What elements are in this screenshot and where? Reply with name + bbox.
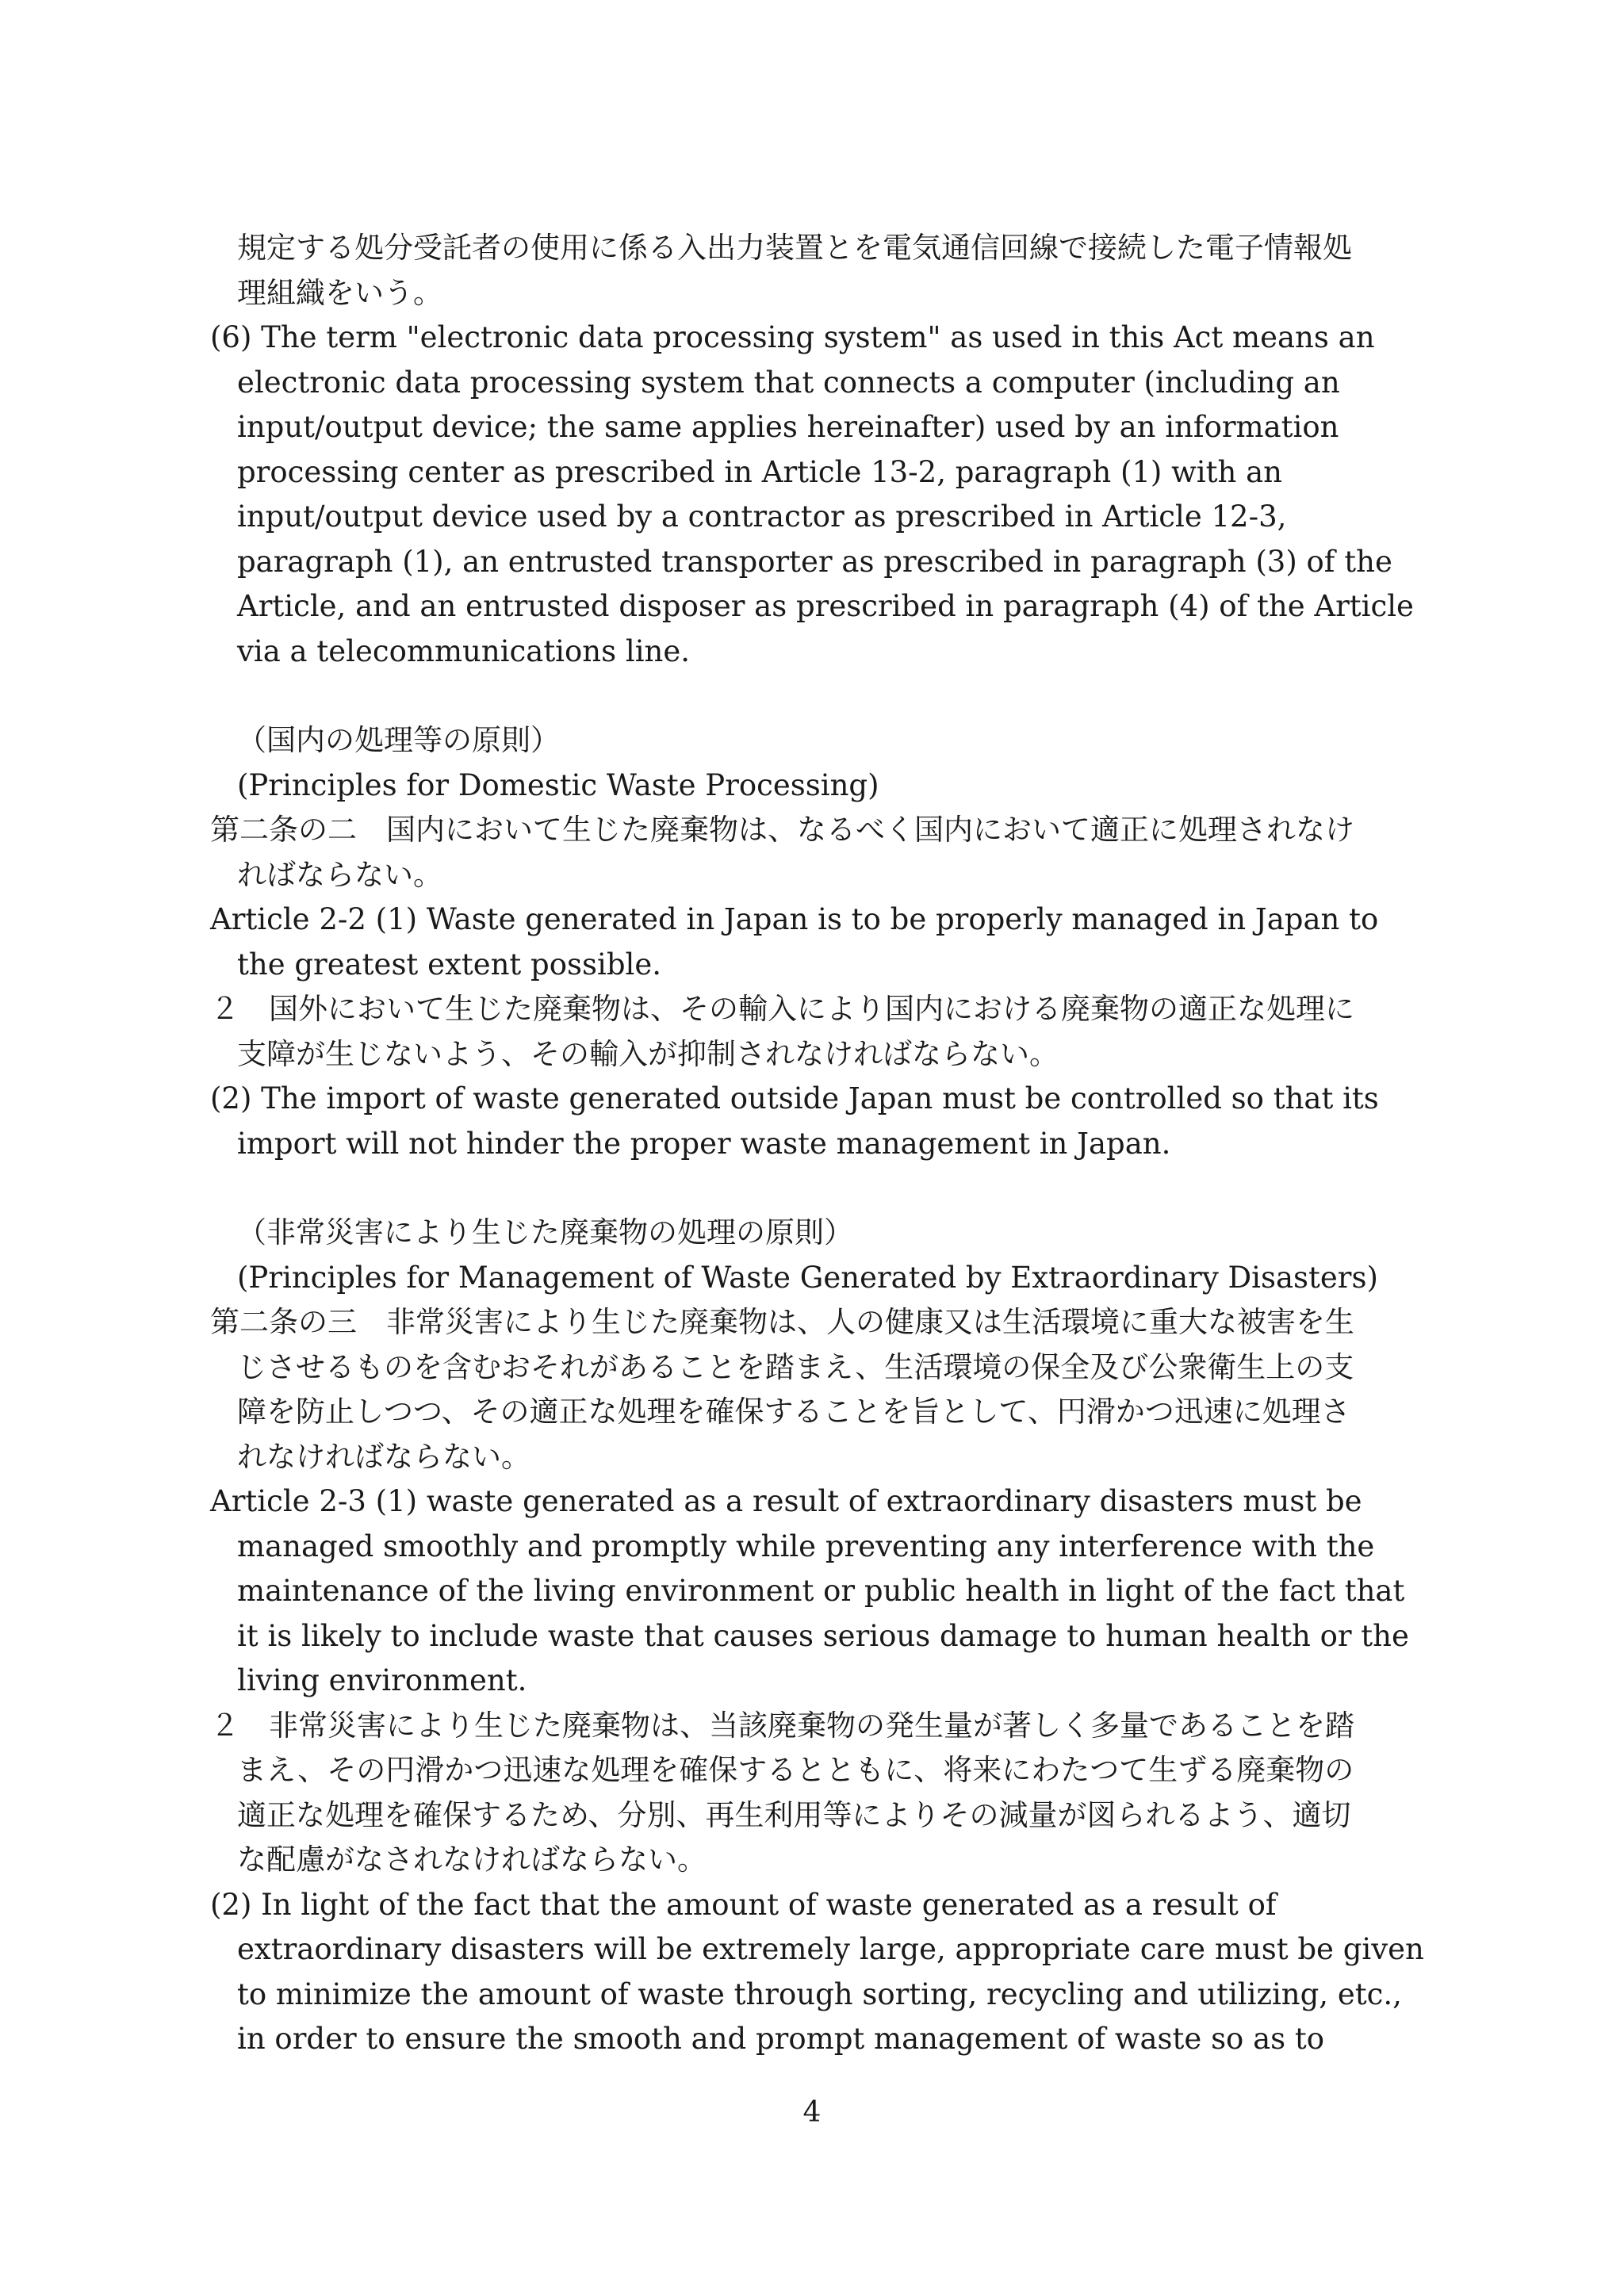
text-line: (Principles for Management of Waste Generated by Extraordinary Disasters) [237, 1260, 1378, 1295]
text-line: ２ 非常災害により生じた廃棄物は、当該廃棄物の発生量が著しく多量であることを踏 [210, 1708, 1354, 1743]
text-line: extraordinary disasters will be extremely large, appropriate care must be given [237, 1932, 1424, 1966]
text-line: Article 2-2 (1) Waste generated in Japan is to be properly managed in Japan to [210, 902, 1379, 936]
text-line: managed smoothly and promptly while preventing any interference with the [237, 1529, 1375, 1563]
text-line: (2) In light of the fact that the amount of waste generated as a result of [210, 1887, 1277, 1922]
text-line: Article, and an entrusted disposer as prescribed in paragraph (4) of the Article [237, 589, 1414, 623]
text-line: 規定する処分受託者の使用に係る入出力装置とを電気通信回線で接続した電子情報処 [237, 231, 1352, 265]
document-body [210, 226, 1431, 2062]
text-line: れなければならない。 [237, 1439, 530, 1474]
paragraph-gap [210, 674, 1431, 718]
text-line: な配慮がなされなければならない。 [237, 1843, 707, 1877]
text-line: 適正な処理を確保するため、分別、再生利用等によりその減量が図られるよう、適切 [237, 1797, 1351, 1832]
text-line: じさせるものを含むおそれがあることを踏まえ、生活環境の保全及び公衆衛生上の支 [237, 1349, 1354, 1384]
text-line: the greatest extent possible. [237, 947, 662, 982]
text-line: ２ 国外において生じた廃棄物は、その輸入により国内における廃棄物の適正な処理に [210, 992, 1354, 1026]
text-line: (2) The import of waste generated outside Japan must be controlled so that its [210, 1081, 1379, 1115]
text-line: via a telecommunications line. [237, 633, 691, 668]
text-line: maintenance of the living environment or public health in light of the fact that [237, 1574, 1405, 1608]
text-line: input/output device used by a contractor as prescribed in Article 12-3, [237, 499, 1287, 534]
text-line: in order to ensure the smooth and prompt management of waste so as to [237, 2022, 1325, 2056]
text-line: 障を防止しつつ、その適正な処理を確保することを旨として、円滑かつ迅速に処理さ [237, 1395, 1350, 1429]
text-line: 第二条の三 非常災害により生じた廃棄物は、人の健康又は生活環境に重大な被害を生 [210, 1305, 1354, 1339]
text-line: import will not hinder the proper waste management in Japan. [237, 1126, 1171, 1161]
text-line: まえ、その円滑かつ迅速な処理を確保するとともに、将来にわたつて生ずる廃棄物の [237, 1753, 1354, 1787]
text-line: (Principles for Domestic Waste Processing) [237, 767, 879, 802]
text-line: （国内の処理等の原則） [237, 723, 560, 757]
text-line: Article 2-3 (1) waste generated as a result of extraordinary disasters must be [210, 1484, 1362, 1518]
text-line: paragraph (1), an entrusted transporter as prescribed in paragraph (3) of the [237, 544, 1392, 579]
text-line: living environment. [237, 1663, 527, 1697]
page-number: 4 [802, 2096, 822, 2129]
text-line: （非常災害により生じた廃棄物の処理の原則） [237, 1215, 853, 1249]
text-line: (6) The term "electronic data processing system" as used in this Act means an [210, 320, 1375, 354]
paragraph-gap [210, 1166, 1431, 1211]
text-line: input/output device; the same applies hereinafter) used by an information [237, 410, 1339, 444]
text-line: it is likely to include waste that causes serious damage to human health or the [237, 1618, 1409, 1653]
text-line: 支障が生じないよう、その輸入が抑制されなければならない。 [237, 1036, 1059, 1071]
text-line: ればならない。 [237, 857, 442, 892]
text-line: to minimize the amount of waste through sorting, recycling and utilizing, etc., [237, 1976, 1402, 2011]
text-line: electronic data processing system that connects a computer (including an [237, 365, 1340, 400]
text-line: 理組織をいう。 [237, 275, 442, 310]
text-line: processing center as prescribed in Article 13-2, paragraph (1) with an [237, 454, 1282, 489]
text-line: 第二条の二 国内において生じた廃棄物は、なるべく国内において適正に処理されなけ [210, 813, 1354, 847]
